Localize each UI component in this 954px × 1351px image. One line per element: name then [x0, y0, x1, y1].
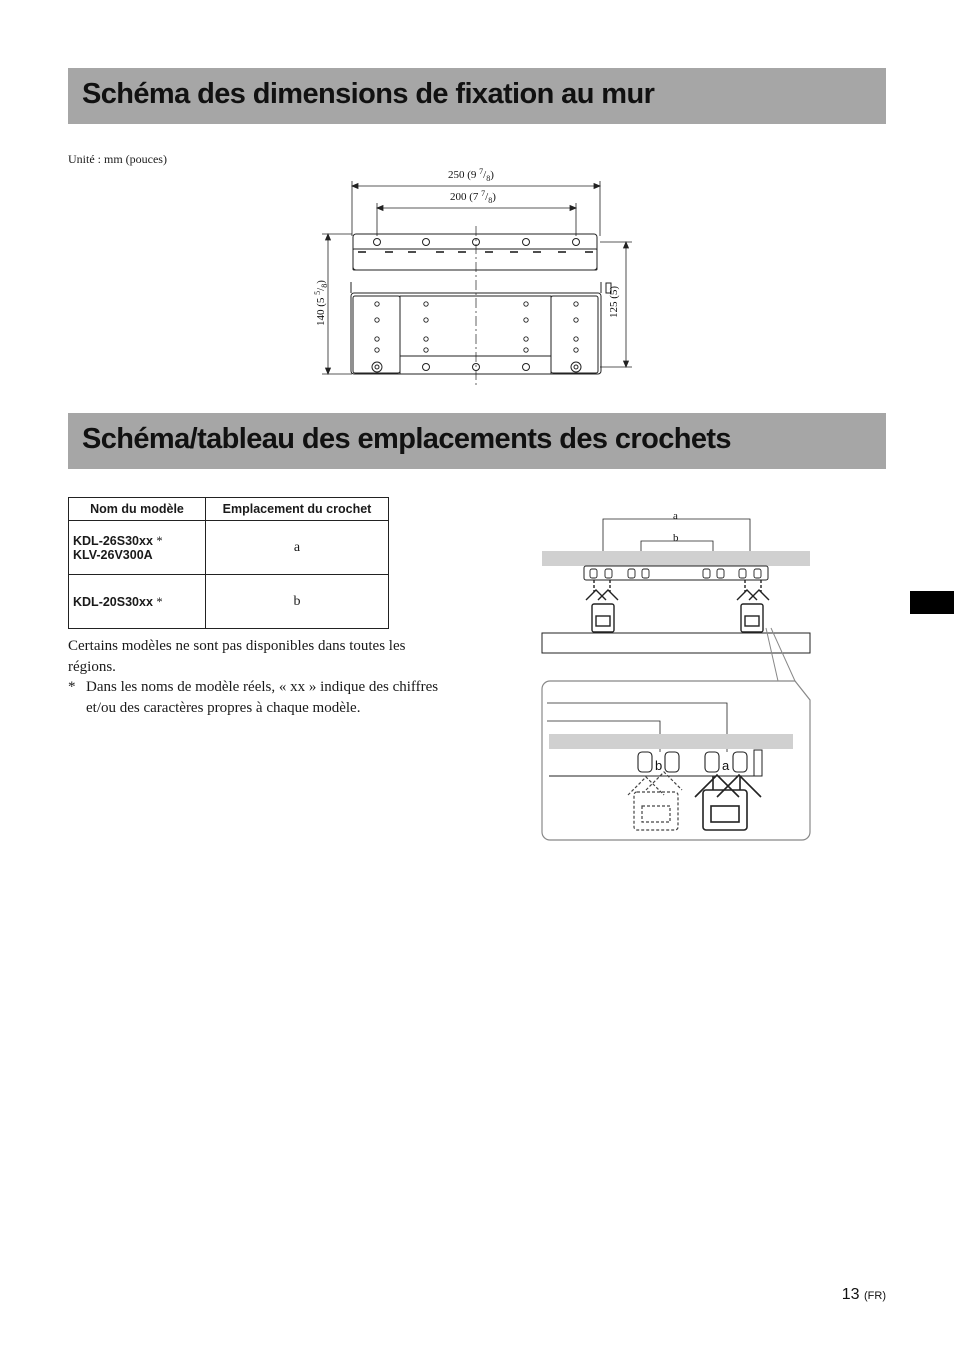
- dim-height-left: 140 (5 $^5/_8$): [313, 280, 329, 326]
- hook-location-cell: a: [206, 521, 389, 575]
- dim-width-outer: 250 (9 $^7/_8$): [448, 167, 494, 183]
- footnote-marker: *: [68, 679, 76, 695]
- dim-width-inner: 200 (7 $^7/_8$): [450, 189, 496, 205]
- hook-location-cell: b: [206, 575, 389, 629]
- section-tab-marker: [910, 591, 954, 614]
- section-title: Schéma des dimensions de fixation au mur: [82, 78, 655, 110]
- zoom-label-a: a: [722, 758, 730, 773]
- zoom-label-b: b: [655, 758, 663, 773]
- label-b: b: [673, 532, 679, 544]
- model-name: KDL-20S30xx: [73, 594, 153, 609]
- column-header-hook-location: Emplacement du crochet: [206, 498, 389, 521]
- footnote-text: Dans les noms de modèle réels, « xx » indique des chiffres et/ou des caractères propres à chaque modèle.: [86, 679, 439, 716]
- page-number-value: 13: [841, 1286, 860, 1303]
- page-number: [842, 1286, 886, 1304]
- footnote-marker: *: [156, 533, 163, 548]
- footnote-marker: *: [156, 594, 163, 609]
- column-header-model: Nom du modèle: [69, 498, 206, 521]
- dim-height-right: 125 (5): [608, 285, 620, 318]
- model-name: KLV-26V300A: [73, 547, 153, 562]
- section-title: Schéma/tableau des emplacements des crochets: [82, 423, 731, 455]
- label-a: a: [673, 510, 678, 522]
- unit-label: Unité : mm (pouces): [68, 152, 167, 166]
- page-language: (FR): [864, 1290, 886, 1302]
- availability-note: Certains modèles ne sont pas disponibles dans toutes les régions.: [68, 638, 406, 675]
- model-name: KDL-26S30xx: [73, 533, 153, 548]
